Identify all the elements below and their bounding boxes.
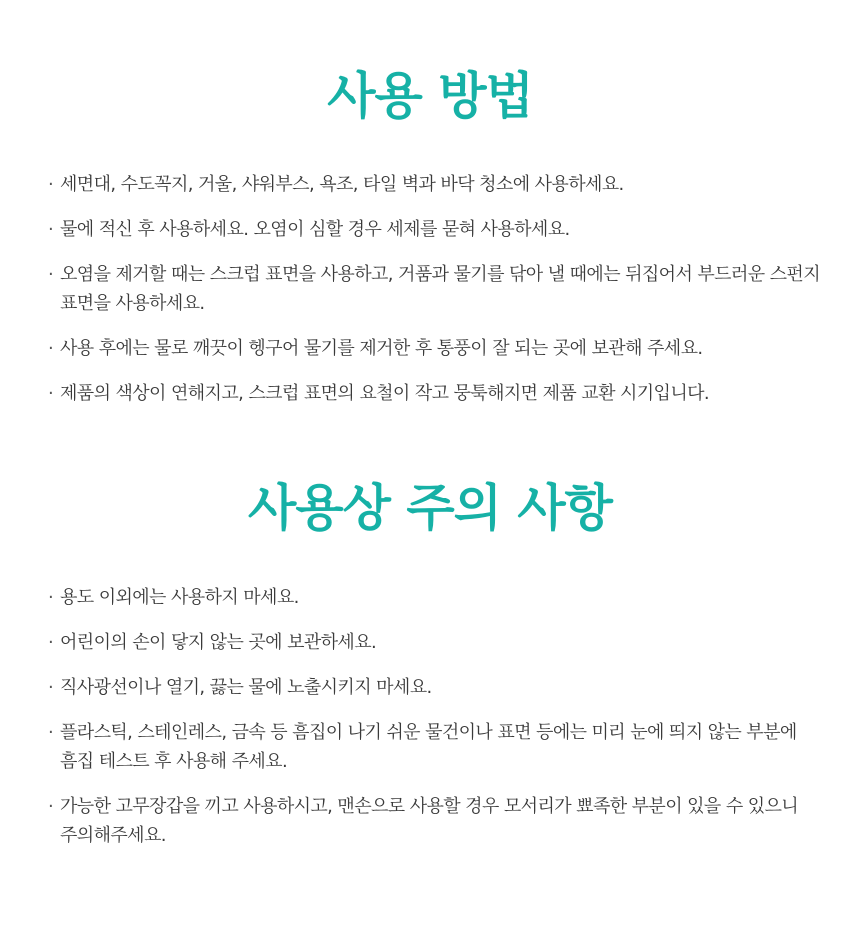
list-item-text: 세면대, 수도꼭지, 거울, 샤워부스, 욕조, 타일 벽과 바닥 청소에 사용하세요. [60,174,624,195]
caution-section-title: 사용상 주의 사항 [248,479,612,537]
list-item [48,583,828,612]
list-item-text: 플라스틱, 스테인레스, 금속 등 흠집이 나기 쉬운 물건이나 표면 등에는 미리 눈에 띄지 않는 부분에 흠집 테스트 후 사용해 주세요. [60,722,797,772]
bullet-dot-icon: · [48,677,54,698]
usage-instructions-list [48,170,828,424]
list-item [48,260,828,318]
list-item [48,215,828,244]
list-item [48,673,828,702]
bullet-dot-icon: · [48,264,54,285]
list-item [48,170,828,199]
bullet-dot-icon: · [48,722,54,743]
bullet-dot-icon: · [48,632,54,653]
list-item [48,718,828,776]
usage-section-title: 사용 방법 [327,67,533,125]
bullet-dot-icon: · [48,174,54,195]
bullet-dot-icon: · [48,383,54,404]
caution-notes-list [48,583,828,866]
list-item [48,792,828,850]
bullet-dot-icon: · [48,219,54,240]
list-item [48,628,828,657]
list-item-text: 가능한 고무장갑을 끼고 사용하시고, 맨손으로 사용할 경우 모서리가 뾰족한 부분이 있을 수 있으니 주의해주세요. [60,796,799,846]
list-item-text: 용도 이외에는 사용하지 마세요. [60,587,299,608]
bullet-dot-icon: · [48,796,54,817]
list-item-text: 제품의 색상이 연해지고, 스크럽 표면의 요철이 작고 뭉툭해지면 제품 교환 시기입니다. [60,383,710,404]
bullet-dot-icon: · [48,587,54,608]
list-item-text: 오염을 제거할 때는 스크럽 표면을 사용하고, 거품과 물기를 닦아 낼 때에는 뒤집어서 부드러운 스펀지 표면을 사용하세요. [60,264,821,314]
list-item-text: 사용 후에는 물로 깨끗이 헹구어 물기를 제거한 후 통풍이 잘 되는 곳에 보관해 주세요. [60,338,703,359]
list-item [48,379,828,408]
bullet-dot-icon: · [48,338,54,359]
list-item-text: 물에 적신 후 사용하세요. 오염이 심할 경우 세제를 묻혀 사용하세요. [60,219,570,240]
list-item-text: 어린이의 손이 닿지 않는 곳에 보관하세요. [60,632,377,653]
list-item-text: 직사광선이나 열기, 끓는 물에 노출시키지 마세요. [60,677,432,698]
list-item [48,334,828,363]
